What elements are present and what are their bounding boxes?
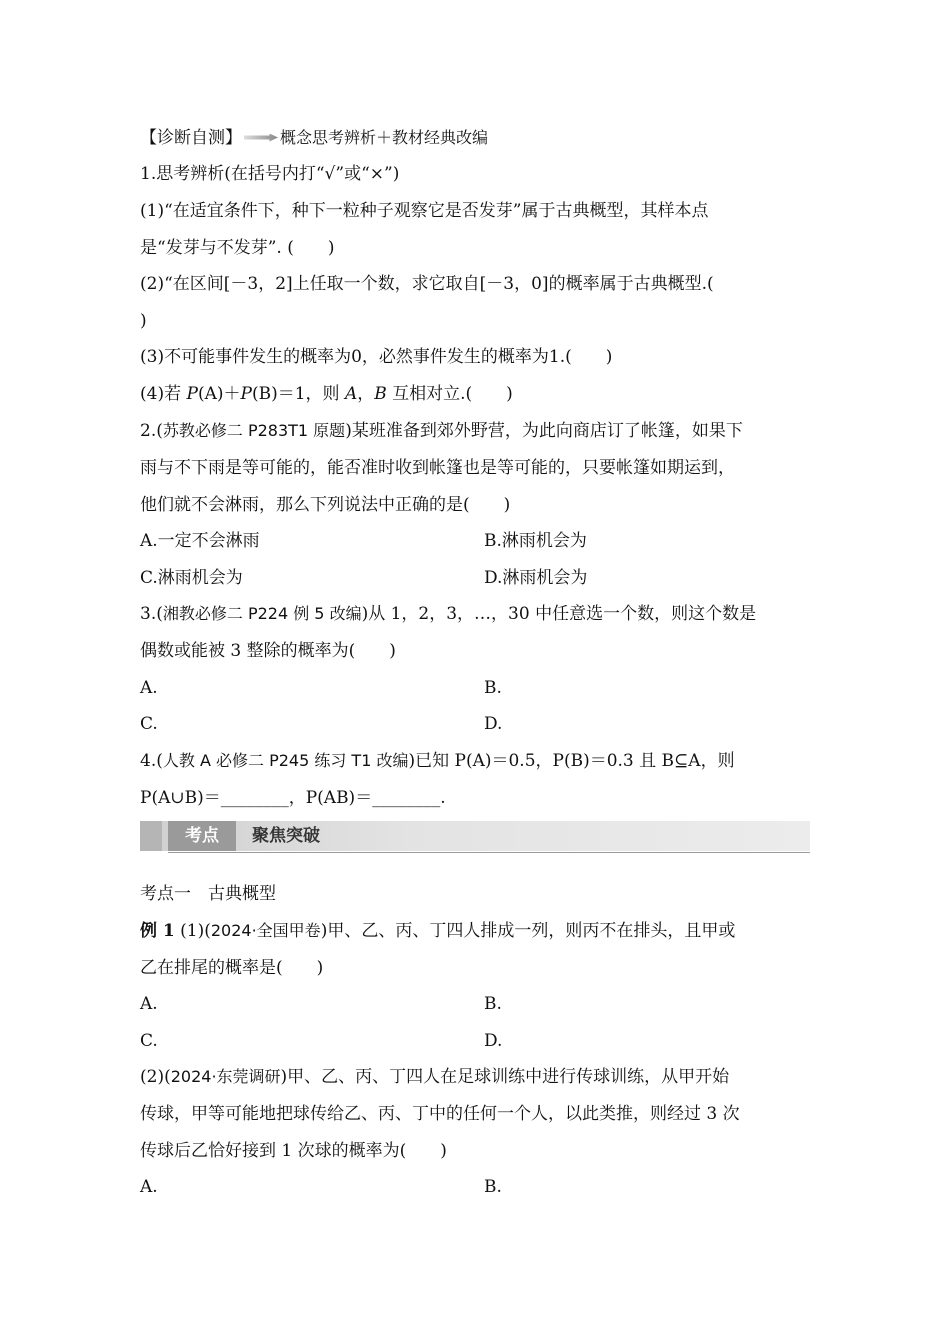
ex1-source: 2024·全国甲卷 xyxy=(210,921,321,940)
section-title: 考点一 古典概型 xyxy=(140,884,276,904)
q2-option-b: B.淋雨机会为 xyxy=(484,531,587,551)
ex1-option-c: C. xyxy=(140,1031,158,1051)
q1-line1: (1)“在适宜条件下，种下一粒种子观察它是否发芽”属于古典概型，其样本点 xyxy=(140,201,709,221)
q1-title: 1.思考辨析(在括号内打“√”或“×”) xyxy=(140,164,400,184)
q4-line2: P(A∪B)＝________，P(AB)＝________. xyxy=(140,788,446,808)
banner-title: 聚焦突破 xyxy=(252,826,320,846)
q3-option-a: A. xyxy=(140,678,158,698)
q2-source: 苏教必修二 P283T1 原题 xyxy=(162,421,346,440)
q1-line2: 是“发芽与不发芽”. ( ) xyxy=(140,238,335,258)
q2-option-a: A.一定不会淋雨 xyxy=(140,531,260,551)
ex1-option-d: D. xyxy=(484,1031,503,1051)
q3-source: 湘教必修二 P224 例 5 改编 xyxy=(162,604,362,623)
section-banner xyxy=(140,821,810,851)
example-label: 例 1 xyxy=(140,921,175,941)
diagnosis-header xyxy=(140,127,488,149)
q1-line3: (2)“在区间[－3，2]上任取一个数，求它取自[－3，0]的概率属于古典概型.( xyxy=(140,274,714,294)
banner-tag: 考点 xyxy=(168,821,236,851)
ex1-part2-option-a: A. xyxy=(140,1177,158,1197)
q2-option-d: D.淋雨机会为 xyxy=(484,568,588,588)
q1-line6: (4)若 P(A)＋P(B)＝1，则 A，B 互相对立.( ) xyxy=(140,384,513,404)
q2-line3: 他们就不会淋雨，那么下列说法中正确的是( ) xyxy=(140,495,511,515)
q3-line2: 偶数或能被 3 整除的概率为( ) xyxy=(140,641,396,661)
ex1-part2-line1: (2)(2024·东莞调研)甲、乙、丙、丁四人在足球训练中进行传球训练，从甲开始 xyxy=(140,1067,730,1087)
header-left: 【诊断自测】 xyxy=(140,128,242,148)
ex1-part2-option-b: B. xyxy=(484,1177,502,1197)
banner-rule xyxy=(168,852,810,853)
ex1-part2-source: 2024·东莞调研 xyxy=(170,1067,281,1086)
q2-line2: 雨与不下雨是等可能的，能否准时收到帐篷也是等可能的，只要帐篷如期运到， xyxy=(140,458,735,478)
q4-source: 人教 A 必修二 P245 练习 T1 改编 xyxy=(162,751,409,770)
ex1-option-b: B. xyxy=(484,994,502,1014)
q2-option-c: C.淋雨机会为 xyxy=(140,568,243,588)
q1-line5: (3)不可能事件发生的概率为0，必然事件发生的概率为1.( ) xyxy=(140,347,613,367)
q3-line1: 3.(湘教必修二 P224 例 5 改编)从 1，2，3，…，30 中任意选一个数，则这个数是 xyxy=(140,604,757,624)
ex1-part2-line2: 传球，甲等可能地把球传给乙、丙、丁中的任何一个人，以此类推，则经过 3 次 xyxy=(140,1104,740,1124)
ex1-option-a: A. xyxy=(140,994,158,1014)
q3-option-d: D. xyxy=(484,714,503,734)
ex1-line1: 例 1 (1)(2024·全国甲卷)甲、乙、丙、丁四人排成一列，则丙不在排头，且甲或 xyxy=(140,921,736,941)
q3-option-c: C. xyxy=(140,714,158,734)
q3-option-b: B. xyxy=(484,678,502,698)
header-right: 概念思考辨析＋教材经典改编 xyxy=(280,128,489,147)
ex1-part2-line3: 传球后乙恰好接到 1 次球的概率为( ) xyxy=(140,1141,447,1161)
q1-line4: ) xyxy=(140,311,147,331)
q4-line1: 4.(人教 A 必修二 P245 练习 T1 改编)已知 P(A)＝0.5，P(B)＝0.3 且 B⊆A，则 xyxy=(140,751,735,771)
ex1-line2: 乙在排尾的概率是( ) xyxy=(140,958,324,978)
q2-line1: 2.(苏教必修二 P283T1 原题)某班准备到郊外野营，为此向商店订了帐篷，如果下 xyxy=(140,421,743,441)
arrow-icon xyxy=(244,134,278,142)
